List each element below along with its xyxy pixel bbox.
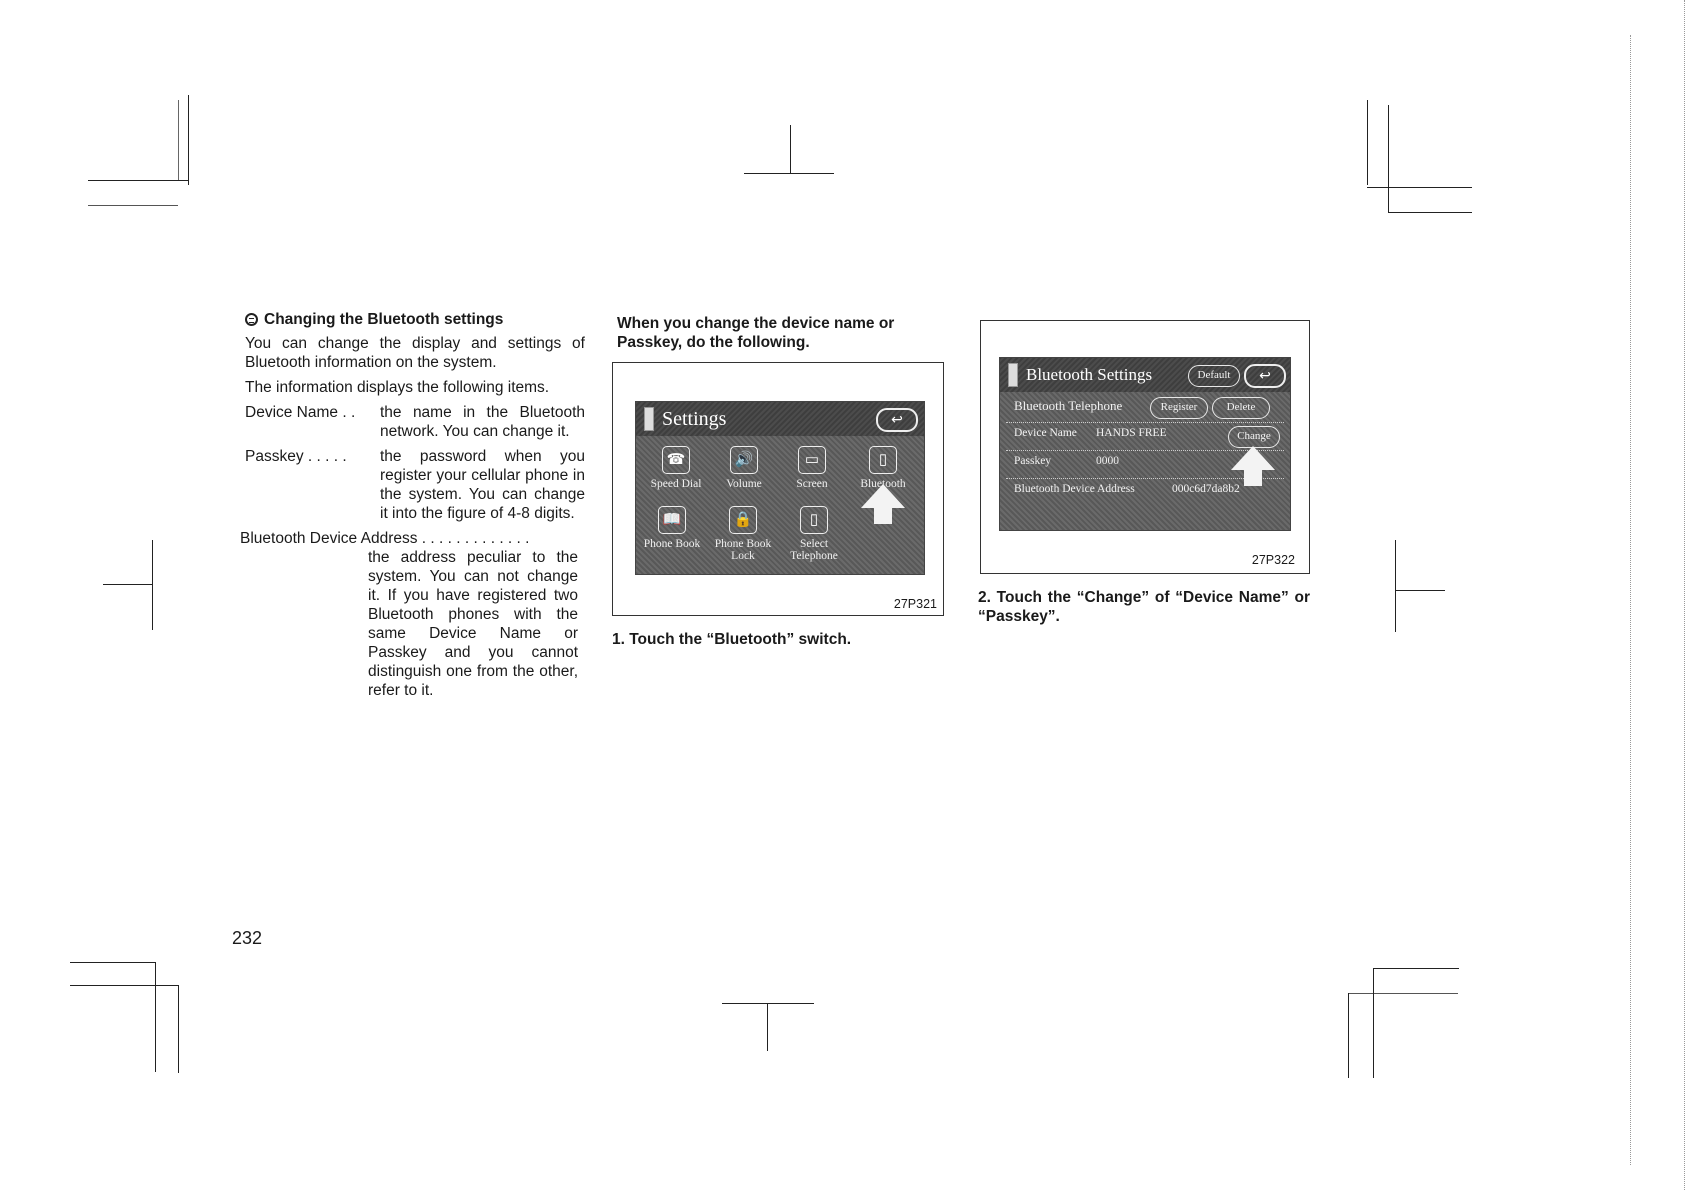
section-title: Changing the Bluetooth settings — [264, 311, 504, 328]
definition-item — [245, 403, 585, 441]
phone-book-lock-button[interactable] — [708, 506, 778, 562]
screen-label: Screen — [796, 478, 828, 490]
phone-book-label: Phone Book — [643, 538, 701, 550]
bluetooth-icon: ▯ — [869, 446, 897, 474]
crop-mark — [178, 100, 179, 180]
crop-mark — [178, 985, 179, 1073]
phone-book-button[interactable] — [640, 506, 704, 550]
speed-dial-icon: ☎ — [662, 446, 690, 474]
phone-book-lock-label: Phone Book Lock — [714, 538, 772, 562]
row-divider — [1006, 478, 1284, 479]
default-button[interactable]: Default — [1188, 365, 1240, 387]
volume-icon: 🔊 — [730, 446, 758, 474]
crop-mark — [155, 962, 156, 1072]
crop-mark — [1348, 993, 1458, 994]
scan-edge-line — [1630, 35, 1631, 1165]
phone-book-icon: 📖 — [658, 506, 686, 534]
device-name-value: HANDS FREE — [1096, 427, 1167, 439]
figure-settings-frame — [612, 362, 944, 616]
back-button[interactable]: ↩ — [1244, 364, 1286, 388]
volume-button[interactable] — [714, 446, 774, 490]
crop-mark — [1373, 968, 1374, 1078]
bt-settings-title: Bluetooth Settings — [1026, 365, 1153, 384]
crop-mark — [1395, 590, 1445, 591]
back-button[interactable]: ↩ — [876, 408, 918, 432]
pointer-arrow-icon — [861, 484, 905, 508]
change-button[interactable]: Change — [1228, 426, 1280, 448]
definition-desc: the password when you register your cellular phone in the system. You can change it into the figure of 4-8 digits. — [380, 448, 585, 522]
phone-status-icon — [1008, 363, 1018, 387]
crop-mark — [1348, 993, 1349, 1078]
lock-icon: 🔒 — [729, 506, 757, 534]
speed-dial-label: Speed Dial — [650, 478, 702, 490]
bullet-icon — [245, 313, 258, 326]
crop-mark — [70, 985, 178, 986]
figure-code: 27P321 — [893, 597, 937, 611]
figure-code: 27P322 — [1251, 553, 1295, 567]
definition-desc: the name in the Bluetooth network. You can change it. — [380, 404, 585, 440]
definition-item — [240, 529, 585, 700]
select-telephone-button[interactable] — [782, 506, 846, 562]
crop-mark — [1367, 187, 1472, 188]
definition-desc: the address peculiar to the system. You can not change it. If you have registered two Bluetooth phones with the same Device Name or Passkey and you cannot distinguish one from the other, refer to it. — [368, 549, 578, 699]
section-heading — [245, 310, 585, 329]
screen-button[interactable] — [782, 446, 842, 490]
list-intro: The information displays the following items. — [245, 379, 550, 396]
crop-mark — [767, 1003, 768, 1051]
crop-mark — [70, 962, 155, 963]
row-divider — [1006, 422, 1284, 423]
bluetooth-telephone-label: Bluetooth Telephone — [1014, 398, 1123, 413]
bt-address-value: 000c6d7da8b2 — [1172, 483, 1240, 495]
crop-mark — [103, 584, 153, 585]
pointer-arrow-icon — [1231, 446, 1275, 470]
select-telephone-icon: ▯ — [800, 506, 828, 534]
bt-address-label: Bluetooth Device Address — [1014, 483, 1135, 495]
crop-mark — [1388, 212, 1472, 213]
crop-mark — [88, 180, 188, 181]
definition-term: Bluetooth Device Address . . . . . . . . . . . . . — [240, 530, 530, 547]
definition-term: Device Name . . — [245, 404, 356, 421]
definition-term: Passkey . . . . . — [245, 448, 347, 465]
definition-item — [245, 447, 585, 523]
crop-mark — [1395, 540, 1396, 632]
crop-mark — [188, 95, 189, 185]
passkey-value: 0000 — [1096, 455, 1119, 467]
figure-bluetooth-settings-frame — [980, 320, 1310, 574]
crop-mark — [722, 1003, 814, 1004]
volume-label: Volume — [726, 478, 762, 490]
crop-mark — [152, 540, 153, 630]
settings-title: Settings — [662, 407, 727, 430]
screen-icon: ▭ — [798, 446, 826, 474]
pointer-arrow-stem — [874, 508, 892, 524]
pointer-arrow-stem — [1244, 470, 1262, 486]
crop-mark — [1373, 968, 1459, 969]
speed-dial-button[interactable] — [646, 446, 706, 490]
procedure-heading: When you change the device name or Passkey, do the following. — [617, 315, 895, 351]
crop-mark — [88, 205, 178, 206]
bluetooth-label: Bluetooth — [860, 478, 906, 490]
bluetooth-settings-screen — [999, 357, 1291, 531]
crop-mark — [1367, 100, 1368, 185]
step-two-caption: 2. Touch the “Change” of “Device Name” or “Passkey”. — [978, 589, 1310, 625]
left-text-column — [240, 310, 585, 700]
select-telephone-label: Select Telephone — [790, 538, 838, 562]
settings-screen — [635, 401, 925, 575]
crop-mark — [744, 173, 834, 174]
step-one-caption: 1. Touch the “Bluetooth” switch. — [612, 631, 852, 648]
scan-edge-line — [1684, 0, 1685, 1190]
page-number: 232 — [232, 928, 263, 948]
phone-status-icon — [644, 407, 654, 431]
device-name-label: Device Name — [1014, 427, 1077, 439]
intro-paragraph: You can change the display and settings of Bluetooth information on the system. — [245, 335, 585, 371]
passkey-label: Passkey — [1014, 455, 1052, 467]
register-button[interactable]: Register — [1150, 397, 1208, 419]
delete-button[interactable]: Delete — [1212, 397, 1270, 419]
crop-mark — [790, 125, 791, 173]
crop-mark — [1388, 105, 1389, 213]
